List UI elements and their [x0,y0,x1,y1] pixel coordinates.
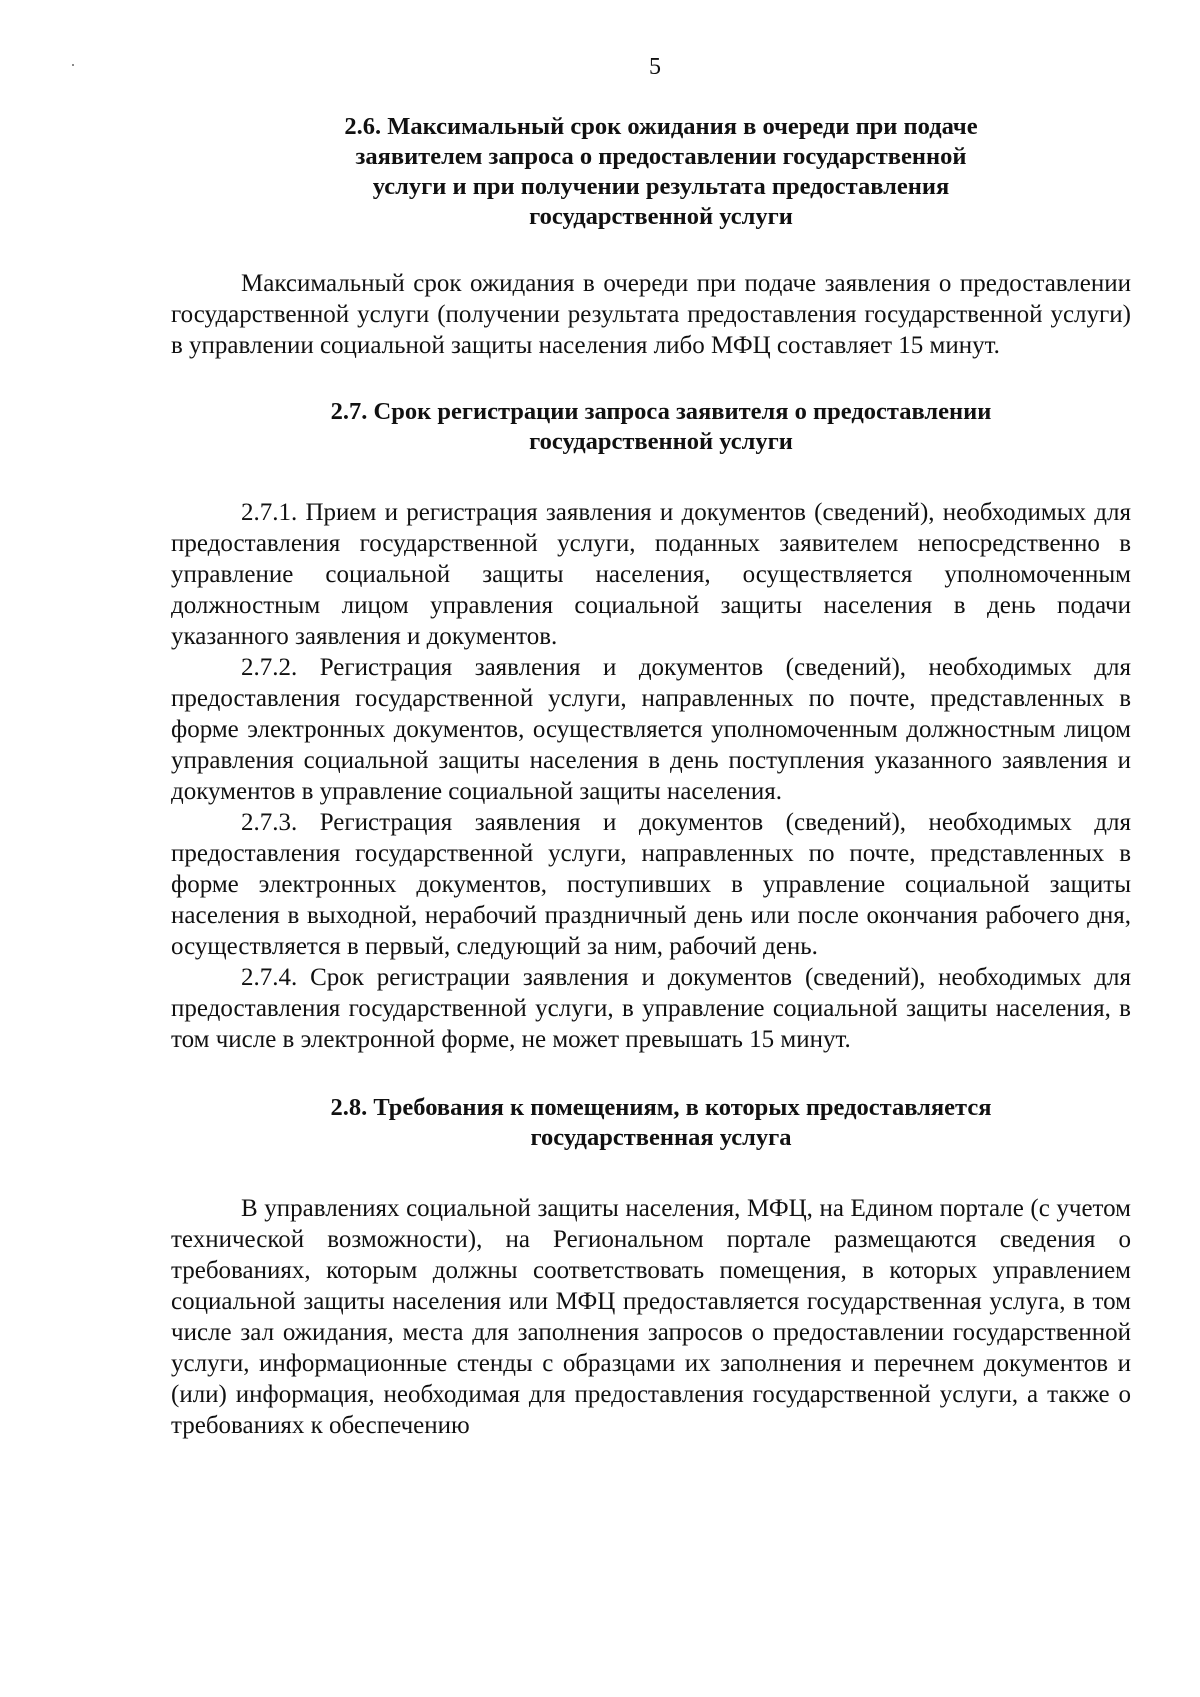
section-heading-2-8 [171,1093,1131,1153]
heading-line: государственной услуги [529,428,793,455]
paragraph-2-8: В управлениях социальной защиты населения, МФЦ, на Едином портале (с учетом технической возможности), на Региональном портале размещаются сведения о требованиях, которым должны соответствовать помещения, в которых управлением социальной защиты населения или МФЦ предоставляется государственная услуга, в том числе зал ожидания, места для заполнения запросов о предоставлении государственной услуги, информационные стенды с образцами их заполнения и перечнем документов и (или) информация, необходимая для предоставления государственной услуги, а также о требованиях к обеспечению [171,1195,1131,1439]
paragraph-2-7-1: 2.7.1. Прием и регистрация заявления и документов (сведений), необходимых для предоставления государственной услуги, поданных заявителем непосредственно в управление социальной защиты населения, осуществляется уполномоченным должностным лицом управления социальной защиты населения в день подачи указанного заявления и документов. [171,499,1131,650]
section-heading-2-6 [171,112,1131,232]
heading-line: 2.8. Требования к помещениям, в которых предоставляется [330,1094,992,1121]
section-heading-2-7 [171,397,1131,457]
page-number: 5 [649,54,661,80]
document-body [171,112,1131,1441]
paragraph-2-7-3: 2.7.3. Регистрация заявления и документов (сведений), необходимых для предоставления государственной услуги, направленных по почте, представленных в форме электронных документов, поступивших в управление социальной защиты населения в выходной, нерабочий праздничный день или после окончания рабочего дня, осуществляется в первый, следующий за ним, рабочий день. [171,809,1131,960]
paragraph-2-7-4: 2.7.4. Срок регистрации заявления и документов (сведений), необходимых для предоставления государственной услуги, в управление социальной защиты населения, в том числе в электронной форме, не может превышать 15 минут. [171,964,1131,1053]
heading-line: услуги и при получении результата предоставления [372,173,950,200]
heading-line: 2.7. Срок регистрации запроса заявителя о предоставлении [330,398,992,425]
heading-line: государственной услуги [529,203,793,230]
paragraph-2-7-2: 2.7.2. Регистрация заявления и документов (сведений), необходимых для предоставления государственной услуги, направленных по почте, представленных в форме электронных документов, осуществляется уполномоченным должностным лицом управления социальной защиты населения в день поступления указанного заявления и документов в управление социальной защиты населения. [171,654,1131,805]
paragraph-2-6: Максимальный срок ожидания в очереди при подаче заявления о предоставлении государственной услуги (получении результата предоставления государственной услуги) в управлении социальной защиты населения либо МФЦ составляет 15 минут. [171,270,1131,359]
heading-line: государственная услуга [530,1124,792,1151]
heading-line: 2.6. Максимальный срок ожидания в очереди при подаче [344,113,978,140]
heading-line: заявителем запроса о предоставлении государственной [355,143,967,170]
